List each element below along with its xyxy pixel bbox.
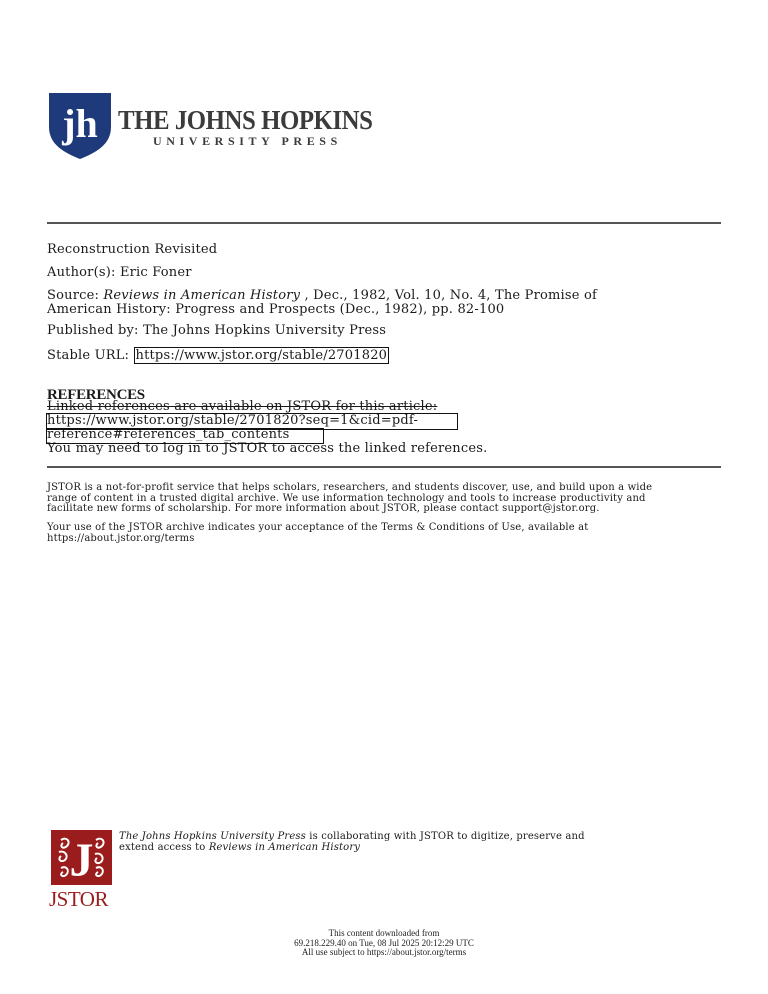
references-intro: Linked references are available on JSTOR for this article: <box>47 399 438 414</box>
footer-line-1: This content downloaded from <box>328 928 440 938</box>
notice-line: range of content in a trusted digital archive. We use information technology and tools to increase productivity and <box>47 492 646 504</box>
bottom-divider <box>47 466 721 468</box>
journal-title: Reviews in American History <box>103 288 301 303</box>
references-link-line-1[interactable]: https://www.jstor.org/stable/2701820?seq=1&cid=pdf- <box>47 413 419 428</box>
jstor-emblem-icon <box>51 830 112 885</box>
collab-publisher: The Johns Hopkins University Press <box>119 831 306 842</box>
jhu-sub-line: UNIVERSITY PRESS <box>153 134 342 148</box>
jstor-wordmark: JSTOR <box>49 887 108 911</box>
jstor-notice-paragraph <box>47 483 652 515</box>
references-heading: REFERENCES <box>47 387 145 403</box>
notice-line: JSTOR is a not-for-profit service that helps scholars, researchers, and students discover, use, and build upon a wide <box>47 482 653 493</box>
terms-line: Your use of the JSTOR archive indicates your acceptance of the Terms & Conditions of Use, available at <box>47 522 589 533</box>
references-link-line-2[interactable]: reference#references_tab_contents <box>47 427 290 442</box>
notice-line: facilitate new forms of scholarship. For more information about JSTOR, please contact support@jstor.org. <box>47 503 600 514</box>
stable-url-label: Stable URL: <box>47 348 130 363</box>
author-name: Eric Foner <box>119 265 192 280</box>
publisher-name: The Johns Hopkins University Press <box>142 323 387 338</box>
jhu-shield-icon <box>49 93 111 159</box>
article-source <box>47 289 597 317</box>
source-details: , Dec., 1982, Vol. 10, No. 4, The Promise of <box>300 288 598 303</box>
collab-text: is collaborating with JSTOR to digitize, preserve and <box>305 831 585 842</box>
publisher-label: Published by: <box>47 323 139 338</box>
svg-text:jh: jh <box>62 101 98 146</box>
collab-journal: Reviews in American History <box>208 841 361 853</box>
references-login-note: You may need to log in to JSTOR to access the linked references. <box>47 441 488 456</box>
footer-line-2: 69.218.229.40 on Tue, 08 Jul 2025 20:12:29 UTC <box>294 937 474 948</box>
stable-url-link[interactable]: https://www.jstor.org/stable/2701820 <box>135 348 388 363</box>
article-stable-url <box>47 349 389 363</box>
download-footer <box>0 929 768 958</box>
article-publisher <box>47 324 386 338</box>
references-link-box-2[interactable] <box>46 428 324 444</box>
collaboration-statement <box>119 832 585 853</box>
terms-paragraph <box>47 523 588 544</box>
collab-text: extend access to <box>119 841 209 853</box>
terms-url[interactable]: https://about.jstor.org/terms <box>47 532 195 544</box>
article-title: Reconstruction Revisited <box>47 242 218 257</box>
footer-line-3: All use subject to https://about.jstor.org/terms <box>301 947 467 957</box>
jhu-press-logo <box>49 93 373 159</box>
source-label: Source: <box>47 288 100 303</box>
svg-text:J: J <box>69 834 94 885</box>
jhu-name-line: THE JOHNS HOPKINS <box>118 105 373 135</box>
top-divider <box>47 222 721 224</box>
article-author <box>47 266 192 280</box>
source-issue: American History: Progress and Prospects (Dec., 1982), pp. 82-100 <box>47 302 505 317</box>
author-label: Author(s): <box>47 265 116 280</box>
